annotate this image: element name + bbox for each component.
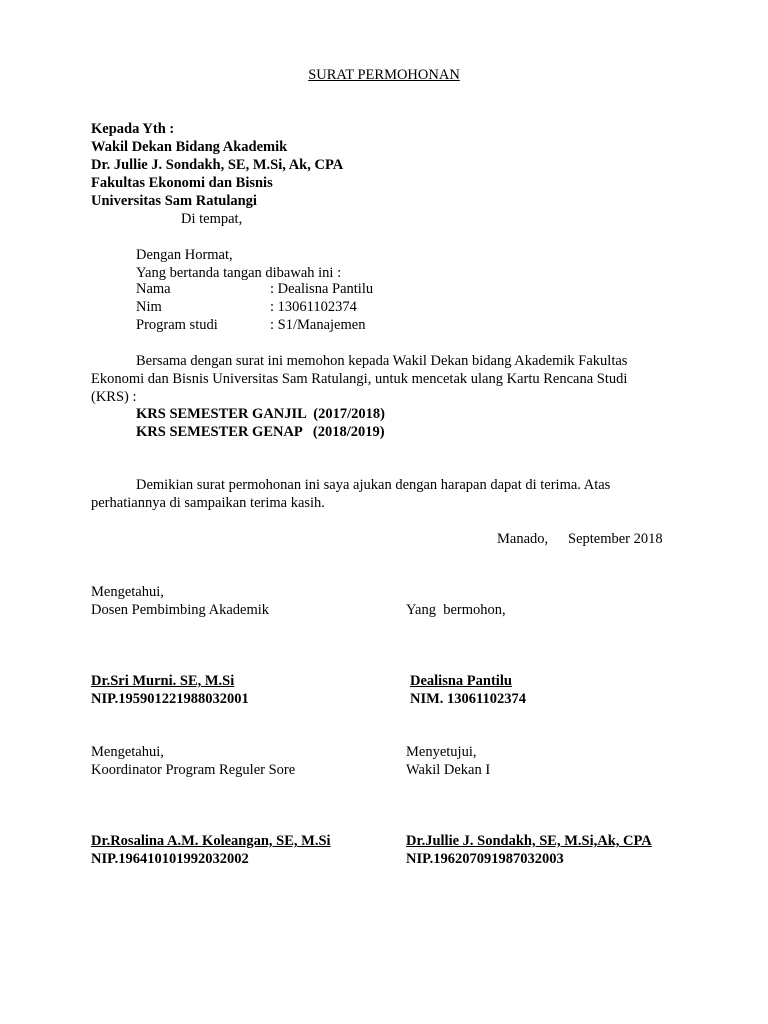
advisor-nip: NIP.195901221988032001: [91, 691, 249, 707]
applicant-nim: NIM. 13061102374: [410, 691, 526, 707]
vice-dean-caption-2: Wakil Dekan I: [406, 762, 491, 778]
date-city: Manado,: [497, 531, 549, 547]
identity-label-nim: Nim: [136, 299, 162, 315]
vice-dean-caption-1: Menyetujui,: [406, 744, 477, 760]
coordinator-nip: NIP.196410101992032002: [91, 851, 249, 867]
body-line-3: (KRS) :: [91, 389, 137, 405]
applicant-name: Dealisna Pantilu: [410, 673, 512, 689]
greeting: Dengan Hormat,: [136, 247, 233, 263]
letter-title: SURAT PERMOHONAN: [308, 67, 460, 83]
identity-value-name: : Dealisna Pantilu: [270, 281, 374, 297]
recipient-name: Dr. Jullie J. Sondakh, SE, M.Si, Ak, CPA: [91, 157, 344, 173]
body-line-2: Ekonomi dan Bisnis Universitas Sam Ratulangi, untuk mencetak ulang Kartu Rencana Studi: [91, 371, 628, 387]
coordinator-name: Dr.Rosalina A.M. Koleangan, SE, M.Si: [91, 833, 331, 849]
identity-label-name: Nama: [136, 281, 171, 297]
date-month-year: September 2018: [568, 531, 663, 547]
closing-line-1: Demikian surat permohonan ini saya ajukan dengan harapan dapat di terima. Atas: [136, 477, 611, 493]
intro-line: Yang bertanda tangan dibawah ini :: [136, 265, 342, 281]
vice-dean-nip: NIP.196207091987032003: [406, 851, 564, 867]
vice-dean-name: Dr.Jullie J. Sondakh, SE, M.Si,Ak, CPA: [406, 833, 652, 849]
recipient-faculty: Fakultas Ekonomi dan Bisnis: [91, 175, 273, 191]
identity-label-program: Program studi: [136, 317, 218, 333]
coordinator-caption-2: Koordinator Program Reguler Sore: [91, 762, 296, 778]
krs-genap: KRS SEMESTER GENAP (2018/2019): [136, 424, 385, 440]
recipient-position: Wakil Dekan Bidang Akademik: [91, 139, 288, 155]
recipient-university: Universitas Sam Ratulangi: [91, 193, 257, 209]
identity-value-nim: : 13061102374: [270, 299, 357, 315]
closing-line-2: perhatiannya di sampaikan terima kasih.: [91, 495, 325, 511]
advisor-name: Dr.Sri Murni. SE, M.Si: [91, 673, 235, 689]
coordinator-caption-1: Mengetahui,: [91, 744, 164, 760]
applicant-caption: Yang bermohon,: [406, 602, 506, 618]
advisor-caption-1: Mengetahui,: [91, 584, 164, 600]
krs-ganjil: KRS SEMESTER GANJIL (2017/2018): [136, 406, 385, 422]
body-line-1: Bersama dengan surat ini memohon kepada Wakil Dekan bidang Akademik Fakultas: [136, 353, 628, 369]
identity-value-program: : S1/Manajemen: [270, 317, 366, 333]
recipient-place: Di tempat,: [181, 211, 243, 227]
advisor-caption-2: Dosen Pembimbing Akademik: [91, 602, 270, 618]
recipient-salutation: Kepada Yth :: [91, 121, 175, 137]
